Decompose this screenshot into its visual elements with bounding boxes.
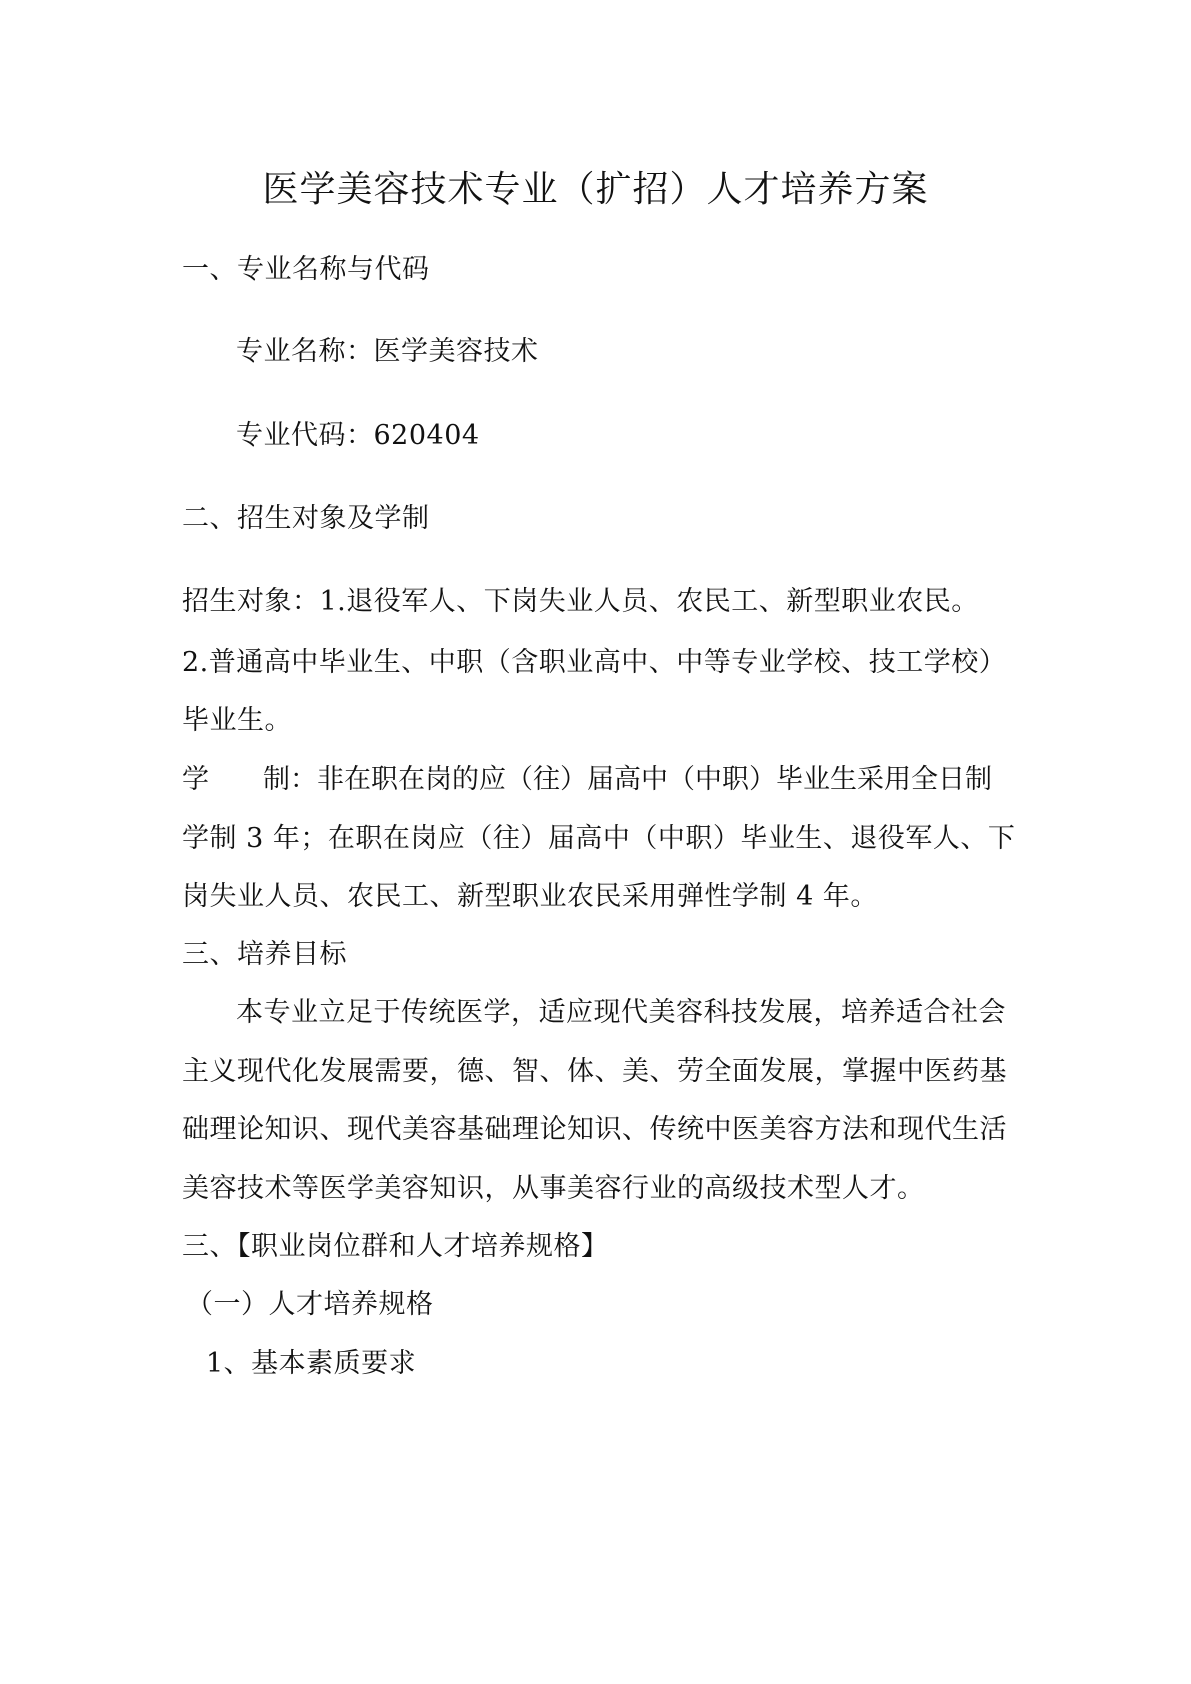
objective-paragraph-line-1: 本专业立足于传统医学，适应现代美容科技发展，培养适合社会 xyxy=(236,997,1006,1028)
study-system-line-1 xyxy=(182,762,992,798)
section-heading-3: 三、培养目标 xyxy=(182,939,347,970)
major-code-line: 专业代码：620404 xyxy=(236,420,480,451)
study-system-text-1: 制：非在职在岗的应（往）届高中（中职）毕业生采用全日制 xyxy=(263,764,992,795)
document-title: 医学美容技术专业（扩招）人才培养方案 xyxy=(262,169,929,210)
enrollment-target-line-3: 毕业生。 xyxy=(182,705,292,736)
objective-paragraph-line-3: 础理论知识、现代美容基础理论知识、传统中医美容方法和现代生活 xyxy=(182,1114,1007,1145)
objective-paragraph-line-2: 主义现代化发展需要，德、智、体、美、劳全面发展，掌握中医药基 xyxy=(182,1056,1007,1087)
section-heading-1: 一、专业名称与代码 xyxy=(182,254,430,285)
major-name-line: 专业名称：医学美容技术 xyxy=(236,336,539,367)
section-heading-2: 二、招生对象及学制 xyxy=(182,503,430,534)
section-heading-4: 三、【职业岗位群和人才培养规格】 xyxy=(182,1231,609,1262)
subsection-heading: （一）人才培养规格 xyxy=(186,1289,434,1320)
study-system-line-2: 学制 3 年；在职在岗应（往）届高中（中职）毕业生、退役军人、下 xyxy=(182,823,1016,854)
enrollment-target-line-2: 2.普通高中毕业生、中职（含职业高中、中等专业学校、技工学校） xyxy=(182,647,1007,678)
subsubsection-heading: 1、基本素质要求 xyxy=(206,1348,417,1379)
study-system-line-3: 岗失业人员、农民工、新型职业农民采用弹性学制 4 年。 xyxy=(182,881,878,912)
study-system-label-char: 学 xyxy=(182,764,209,795)
objective-paragraph-line-4: 美容技术等医学美容知识，从事美容行业的高级技术型人才。 xyxy=(182,1173,925,1204)
enrollment-target-line-1: 招生对象：1.退役军人、下岗失业人员、农民工、新型职业农民。 xyxy=(182,586,979,617)
